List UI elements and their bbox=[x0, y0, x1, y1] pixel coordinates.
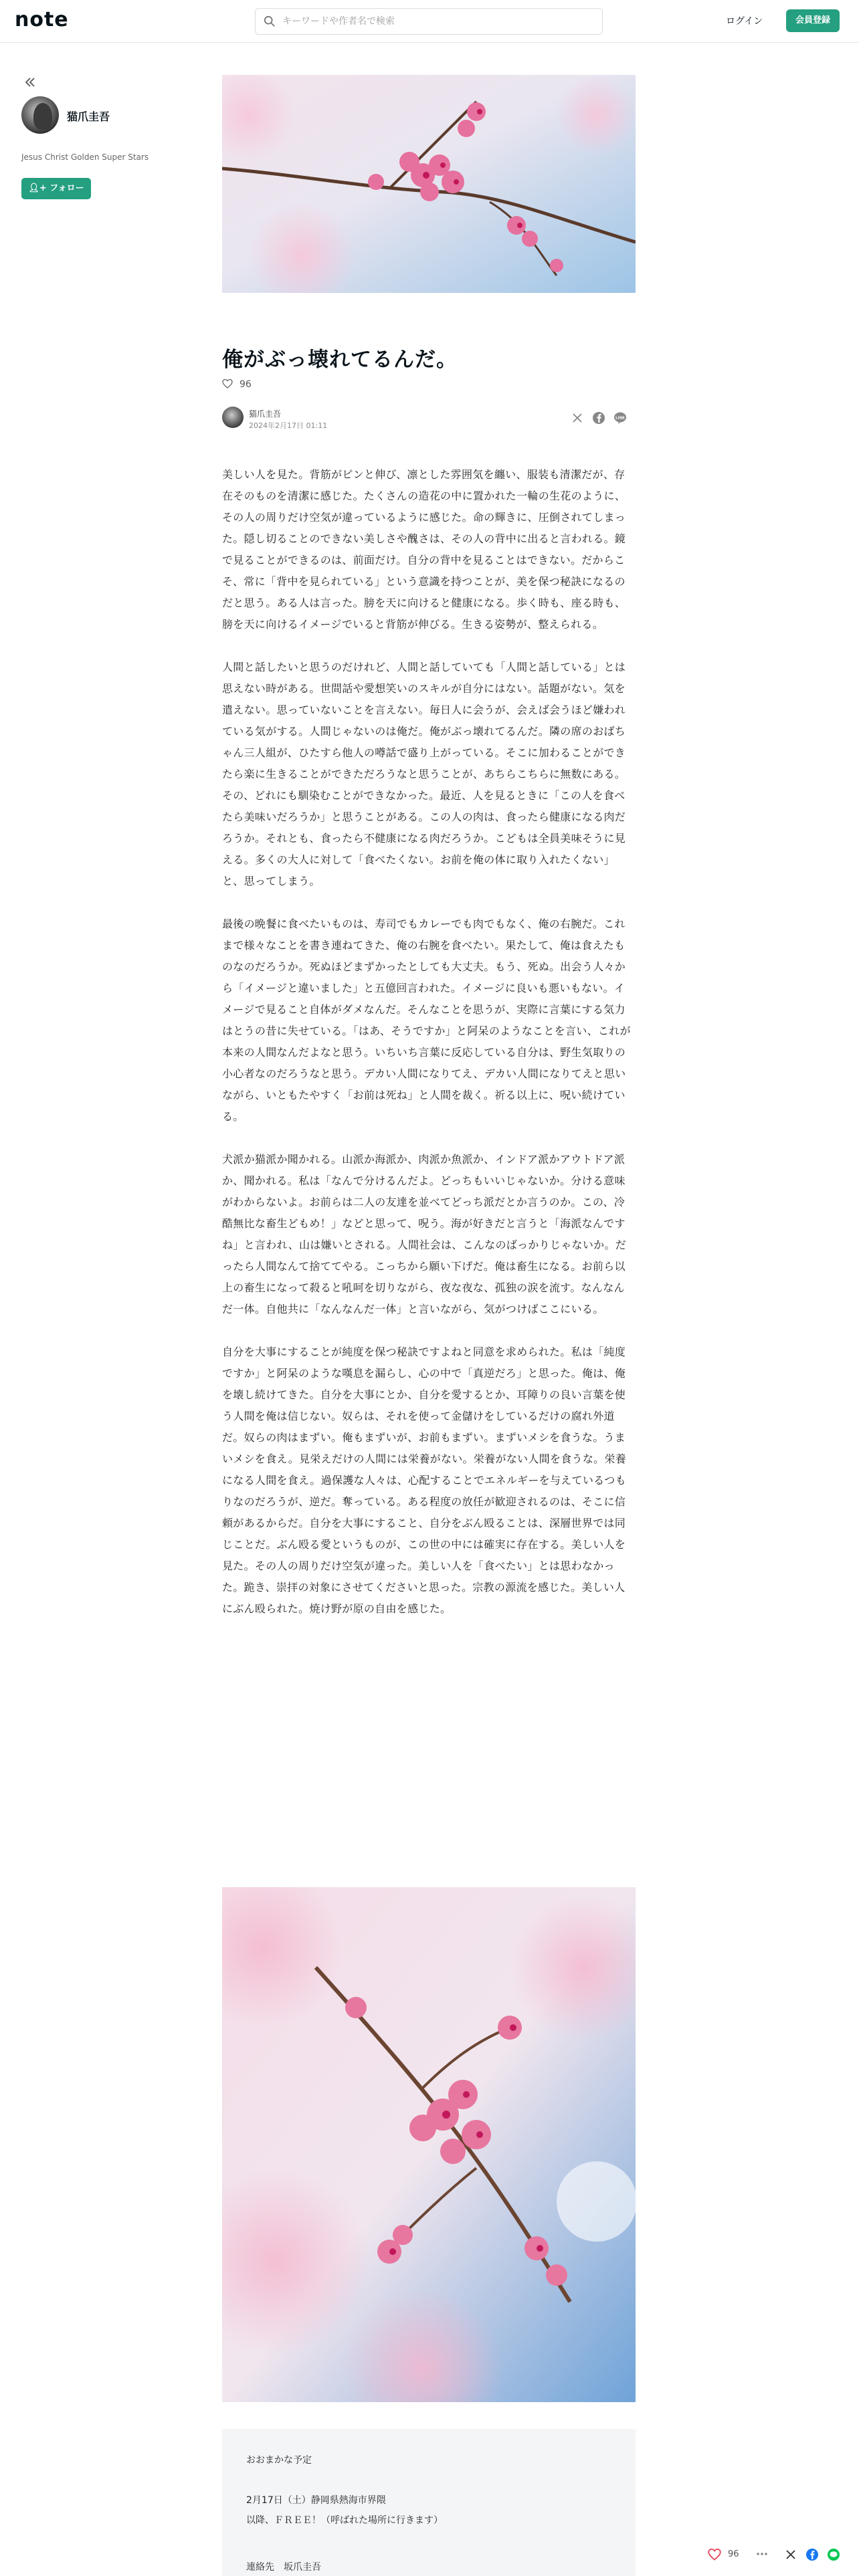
site-header bbox=[0, 0, 859, 43]
bottom-like-count: 96 bbox=[728, 2549, 739, 2559]
schedule-heading: おおまかな予定 bbox=[246, 2455, 312, 2466]
article-title: 俺がぶっ壊れてるんだ。 bbox=[222, 348, 458, 372]
author-avatar[interactable] bbox=[21, 96, 59, 134]
schedule-line: 2月17日（土）静岡県熱海市界隈 bbox=[246, 2495, 386, 2506]
svg-text:LINE: LINE bbox=[615, 416, 625, 421]
article-paragraph: 最後の晩餐に食べたいものは、寿司でもカレーでも肉でもなく、俺の右腕だ。これまで様々なことを書き連ねてきた、俺の右腕を食べたい。果たして、俺は食えたものなのだろうか。死ぬほどまずかったとしても大丈夫。もう、死ぬ。出会う人々から「イメージと違いました」と五億回言われた。イメージに良いも悪いもない。イメージで見ること自体がダメなんだ。そんなことを思うが、実際に言葉にする気力はとうの昔に失せている。「はあ、そうですか」と阿呆のようなことを言い、これが本来の人間なんだよなと思う。いちいち言葉に反応している自分は、野生気取りの小心者なのだろうなと思う。デカい人間になりてえ、デカい人間になりてえと思いながら、いともたやすく「お前は死ね」と人間を裁く。祈る以上に、呪い続けている。 bbox=[222, 918, 631, 1123]
search-icon bbox=[264, 15, 276, 27]
article-paragraph: 犬派か猫派か聞かれる。山派か海派か、肉派か魚派か、インドア派かアウトドア派か、聞かれる。私は「なんで分けるんだよ。どっちもいいじゃないか。分ける意味がわからないよ。お前らは二人の友達を並べてどっち派だとか言うのか。この、冷酷無比な畜生どもめ！」などと思って、呪う。海が好きだと言うと「海派なんですね」と言われ、山は嫌いとされる。人間社会は、こんなのばっかりじゃないか。だったら人間なんて捨ててやる。こっちから願い下げだ。俺は畜生になる。お前ら以上の畜生になって殺ると吼呵を切りながら、夜な夜な、孤独の涙を流す。なんなんだ一体。自他共に「なんなんだ一体」と言いながら、気がつけばここにいる。 bbox=[222, 1153, 627, 1315]
collapse-sidebar-icon[interactable] bbox=[23, 75, 37, 90]
x-share-icon[interactable] bbox=[784, 2548, 797, 2561]
follow-label: フォロー bbox=[50, 183, 84, 193]
add-user-icon: 👤︎+ bbox=[28, 183, 47, 193]
signup-button[interactable]: 会員登録 bbox=[786, 9, 840, 32]
header-image bbox=[222, 75, 636, 293]
cherry-blossom-photo bbox=[222, 1887, 636, 2402]
note-logo[interactable]: note bbox=[15, 8, 69, 31]
search-input[interactable] bbox=[282, 14, 590, 29]
schedule-line: 以降、ＦＲＥＥ！（呼ばれた場所に行きます） bbox=[246, 2515, 443, 2526]
heart-icon[interactable] bbox=[222, 379, 233, 389]
byline-author-name[interactable]: 猫爪圭吾 bbox=[249, 409, 282, 419]
publish-date: 2024年2月17日 01:11 bbox=[249, 421, 328, 430]
article-paragraph: 自分を大事にすることが純度を保つ秘訣ですよねと同意を求められた。私は「純度ですか」と阿呆のような嘆息を漏らし、心の中で「真逆だろ」と思った。俺は、俺を壊し続けてきた。自分を大事にとか、自分を愛するとか、耳障りの良い言葉を使う人間を俺は信じない。奴らは、それを使って金儲けをしているだけの腐れ外道だ。奴らの肉はまずい。俺もまずいが、お前もまずい。まずいメシを食うな。うまいメシを食え。見栄えだけの人間には栄養がない。栄養がない人間を食うな。栄養になる人間を食え。過保護な人々は、心配することでエネルギーを与えているつもりなのだろうが、逆だ。奪っている。ある程度の放任が歓迎されるのは、そこに信頼があるからだ。自分を大事にすること、自分をぶん殴ることは、深層世界では同じことだ。ぶん殴る愛というものが、この世の中には確実に存在する。美しい人を見た。その人の周りだけ空気が違った。美しい人を「食べたい」とは思わなかった。跪き、崇拝の対象にさせてくださいと思った。宗教の源流を感じた。美しい人にぶん殴られた。焼け野が原の自由を感じた。 bbox=[222, 1346, 627, 1615]
login-link[interactable]: ログイン bbox=[726, 16, 763, 27]
like-count-value: 96 bbox=[240, 379, 252, 390]
more-options-icon[interactable] bbox=[755, 2547, 769, 2561]
author-bio: Jesus Christ Golden Super Stars bbox=[21, 152, 149, 162]
author-name[interactable]: 猫爪圭吾 bbox=[67, 110, 110, 123]
x-share-icon[interactable] bbox=[570, 411, 585, 425]
article-paragraph: 美しい人を見た。背筋がピンと伸び、凛とした雰囲気を纏い、服装も清潔だが、存在そのものを清潔に感じた。たくさんの造花の中に置かれた一輪の生花のように、その人の周りだけ空気が違っているように感じた。命の輝きに、圧倒されてしまった。隠し切ることのできない美しさや醜さは、その人の背中に出ると言われる。鏡で見ることができるのは、前面だけ。自分の背中を見ることはできない。だからこそ、常に「背中を見られている」という意識を持つことが、美を保つ秘訣になるのだと思う。ある人は言った。膀を天に向けると健康になる。歩く時も、座る時も、膀を天に向けるイメージでいると背筋が伸びる。生きる姿勢が、整えられる。 bbox=[222, 468, 626, 631]
schedule-line: 連絡先 坂爪圭吾 bbox=[246, 2562, 321, 2573]
byline-avatar[interactable] bbox=[222, 407, 244, 428]
search-box[interactable] bbox=[255, 8, 603, 35]
article-paragraph: 人間と話したいと思うのだけれど、人間と話していても「人間と話している」とは思えない時がある。世間話や愛想笑いのスキルが自分にはない。話題がない。気を遣えない。思っていないことを言えない。毎日人に会うが、会えば会うほど嫌われている気がする。人間じゃないのは俺だ。俺がぶっ壊れてるんだ。隣の席のおばちゃん三人組が、ひたすら他人の噂話で盛り上がっている。そこに加わることができたら楽に生きることができただろうなと思うことが、あちらこちらに無数にある。その、どれにも馴染むことができなかった。最近、人を見るときに「この人を食べたら美味いだろうか」と思うことがある。この人の肉は、食ったら健康になる肉だろうか。それとも、食ったら不健康になる肉だろうか。こどもは全員美味そうに見える。多くの大人に対して「食べたくない。お前を俺の体に取り入れたくない」と、思ってしまう。 bbox=[222, 661, 626, 887]
like-heart-icon[interactable] bbox=[708, 2548, 721, 2561]
facebook-share-icon[interactable] bbox=[591, 411, 606, 425]
like-count[interactable] bbox=[222, 379, 252, 390]
facebook-share-icon[interactable] bbox=[805, 2548, 819, 2561]
article-body bbox=[222, 464, 636, 1641]
line-share-icon[interactable] bbox=[613, 411, 628, 425]
follow-button[interactable] bbox=[21, 178, 91, 199]
line-share-icon[interactable] bbox=[827, 2548, 840, 2561]
schedule-box bbox=[222, 2429, 636, 2576]
